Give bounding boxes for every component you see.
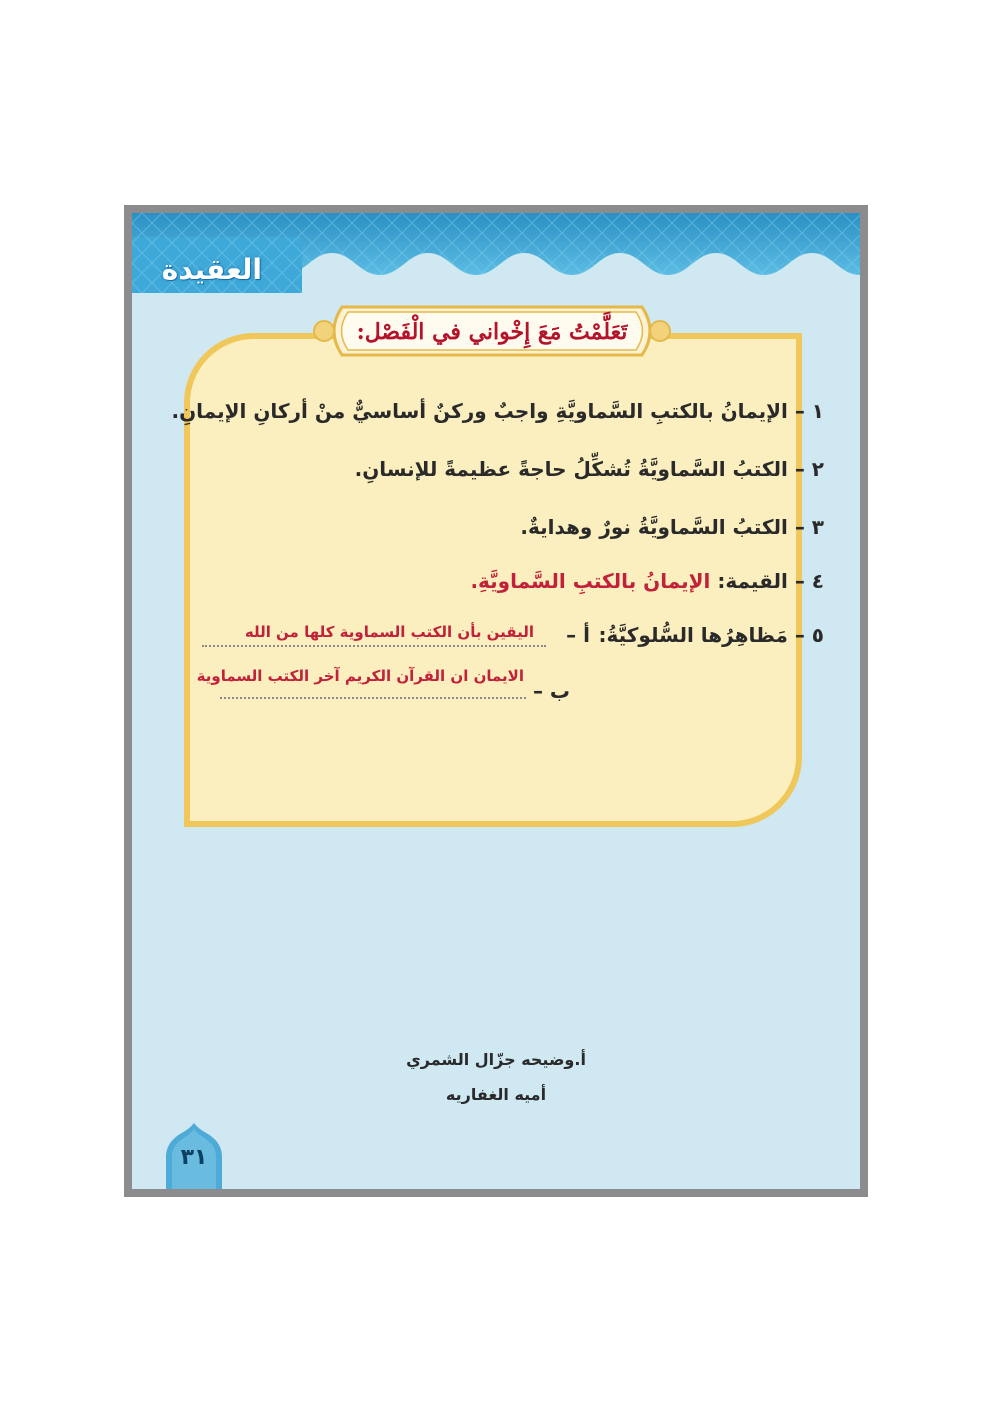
summary-item-3: ٣ – الكتبُ السَّماويَّةُ نورٌ وهدايةٌ. — [520, 515, 824, 539]
behavior-line-b — [220, 697, 526, 699]
page-frame — [124, 205, 868, 1197]
summary-item-5: ٥ – مَظاهِرُها السُّلوكيَّةُ: — [598, 623, 824, 647]
page — [132, 213, 860, 1189]
subject-title: العقيدة — [161, 253, 262, 286]
behavior-marker-a: أ – — [566, 623, 590, 647]
value-label: ٤ – القيمة: — [717, 569, 824, 593]
author-name: أ.وضيحه جزّال الشمري — [406, 1050, 586, 1069]
summary-item-1: ١ – الإيمانُ بالكتبِ السَّماويَّةِ واجبٌ وركنٌ أساسيٌّ منْ أركانِ الإيمانِ. — [171, 399, 824, 423]
behavior-answer-b: الايمان ان القرآن الكريم آخر الكتب السماوية — [196, 667, 524, 685]
behavior-marker-b: ب – — [532, 679, 570, 703]
value-text: الإيمانُ بالكتبِ السَّماويَّةِ. — [470, 569, 711, 593]
section-title: تَعَلَّمْتُ مَعَ إِخْواني في الْفَصْل: — [356, 319, 628, 345]
author-name-2: أميه الغفاريه — [445, 1085, 547, 1104]
summary-item-4 — [470, 569, 824, 593]
page-number: ٣١ — [180, 1145, 208, 1170]
summary-item-2: ٢ – الكتبُ السَّماويَّةُ تُشكِّلُ حاجةً عظيمةً للإنسانِ. — [354, 457, 824, 481]
behavior-answer-a: اليقين بأن الكتب السماوية كلها من الله — [244, 623, 534, 641]
behavior-line-a — [202, 645, 546, 647]
